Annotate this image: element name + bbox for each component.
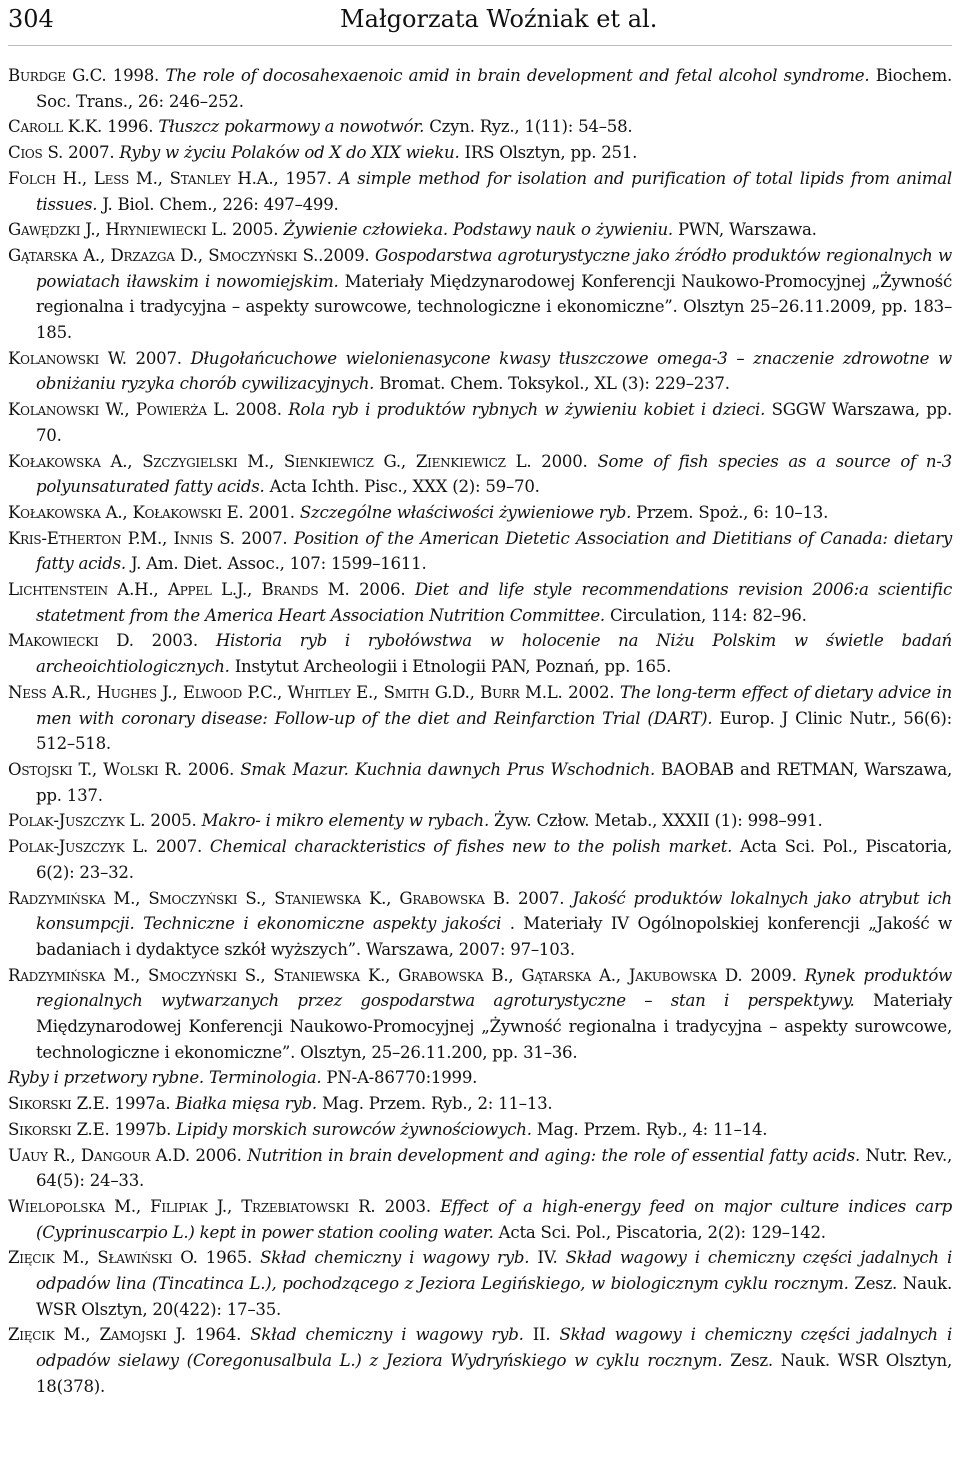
running-title: Małgorzata Woźniak et al. [340,5,658,33]
reference-source: 2000. [531,451,598,471]
reference-source: Nutr. Rev., 64(5): 24–33. [36,1145,952,1191]
reference-title: Skład chemiczny i wagowy ryb. [250,1325,524,1345]
reference-source: 1965. [197,1248,261,1268]
reference-source: IRS Olsztyn, pp. 251. [459,143,638,163]
reference-source: J. Biol. Chem., 226: 497–499. [97,194,339,214]
reference-title: Some of fish species as a source of n-3 polyunsaturated fatty acids. [36,451,952,497]
reference-entry [8,63,952,114]
reference-entry [8,680,952,757]
reference-title: Rola ryb i produktów rybnych w żywieniu kobiet i dzieci. [288,400,766,420]
reference-source: Żyw. Człow. Metab., XXXII (1): 998–991. [489,811,823,831]
reference-source: 2005. [227,220,284,240]
reference-source: SGGW Warszawa, pp. 70. [36,400,952,445]
reference-title: Jakość produktów lokalnych jako atrybut ich konsumpcji. Techniczne i ekonomiczne aspekty jakości [36,888,952,934]
reference-source: Instytut Archeologii i Etnologii PAN, Poznań, pp. 165. [229,657,672,677]
reference-title: Gospodarstwa agroturystyczne jako źródło produktów regionalnych w powiatach iławskim i nowomiejskim. [36,245,952,291]
reference-source: Materiały Międzynarodowej Konferencji Naukowo-Promocyjnej „Żywność regionalna i tradycyjna – aspekty surowcowe, technologiczne i ekonomiczne”. Olsztyn 25–26.11.2009, pp. 183–185. [36,271,952,343]
reference-authors: Burdge G.C. [8,66,107,85]
reference-authors: Ness A.R., Hughes J., Elwood P.C., Whitley E., Smith G.D., Burr M.L. [8,682,563,702]
document-page [8,0,952,1400]
reference-entry [8,166,952,217]
reference-entry [8,757,952,808]
page-number: 304 [8,5,54,33]
reference-authors: Gawędzki J., Hryniewiecki L. [8,220,228,240]
reference-source: 2001. [243,502,300,522]
reference-authors: Zięcik M., Sławiński O. [8,1248,198,1268]
reference-source: 2006. [181,759,241,779]
reference-authors: Polak-Juszczyk L. [8,837,149,857]
reference-title: Effect of a high-energy feed on major culture indices carp (Cyprinuscarpio L.) kept in power station cooling water. [36,1196,952,1242]
reference-entry [8,1117,952,1143]
reference-entry [8,1091,952,1117]
reference-source: 2007. [509,888,573,908]
reference-entry [8,1322,952,1399]
reference-entry [8,1143,952,1194]
reference-authors: Gątarska A., Drzazga D., Smoczyński S. [8,245,319,265]
reference-title: Tłuszcz pokarmowy a nowotwór. [158,117,425,137]
reference-authors: Kolanowski W., Powierża L. [8,400,230,420]
reference-authors: Wielopolska M., Filipiak J., Trzebiatowski R. [8,1196,376,1216]
page-header [8,0,952,46]
reference-source: 1964. [185,1325,251,1345]
reference-source: 2007. [234,528,294,548]
reference-authors: Polak-Juszczyk L. [8,811,146,831]
reference-entry [8,1194,952,1245]
reference-source: Mag. Przem. Ryb., 4: 11–14. [531,1119,768,1139]
reference-authors: Radzymińska M., Smoczyński S., Staniewska K., Grabowska B., Gątarska A., Jakubowska D. [8,965,743,985]
reference-entry [8,397,952,448]
reference-source: 2006. [189,1145,248,1165]
reference-authors: Radzymińska M., Smoczyński S., Staniewska K., Grabowska B. [8,888,510,908]
reference-source: 2007. [126,348,191,368]
reference-title: Chemical charackteristics of fishes new to the polish market. [209,837,733,857]
reference-entry [8,1245,952,1322]
reference-source: 2003. [375,1196,441,1216]
reference-title: The long-term effect of dietary advice in men with coronary disease: Follow-up of the diet and Reinfarction Trial (DART). [36,682,952,728]
reference-source: 1997a. [109,1094,176,1114]
reference-authors: Caroll K.K. [8,117,103,137]
reference-authors: Sikorski Z.E. [8,1119,110,1139]
reference-entry [8,114,952,140]
reference-source: 2003. [133,631,216,651]
reference-title: A simple method for isolation and purification of total lipids from animal tissues. [36,168,952,214]
reference-source: . Materiały IV Ogólnopolskiej konferencji „Jakość w badaniach i dydaktyce szkół wyższych”. Warszawa, 2007: 97–103. [36,914,952,959]
reference-title: Ryby i przetwory rybne. Terminologia. [8,1068,322,1088]
reference-authors: Makowiecki D. [8,631,134,651]
reference-title: Position of the American Dietetic Association and Dietitians of Canada: dietary fatty acids. [36,528,953,574]
reference-source: PN-A-86770:1999. [321,1068,478,1088]
reference-entry [8,577,952,628]
reference-title: Lipidy morskich surowców żywnościowych. [176,1119,532,1139]
reference-list [8,63,952,1400]
reference-source: Europ. J Clinic Nutr., 56(6): 512–518. [36,708,952,754]
reference-source: Zesz. Nauk. WSR Olsztyn, 18(378). [36,1351,952,1396]
reference-authors: Zięcik M., Zamojski J. [8,1325,186,1345]
reference-source: J. Am. Diet. Assoc., 107: 1599–1611. [125,554,427,574]
reference-title: Żywienie człowieka. Podstawy nauk o żywieniu. [283,220,673,240]
reference-source: Przem. Spoż., 6: 10–13. [631,502,829,522]
reference-title: Białka mięsa ryb. [175,1094,317,1114]
reference-title: Długołańcuchowe wielonienasycone kwasy tłuszczowe omega-3 – znaczenie zdrowotne w obniżaniu ryzyka chorób cywilizacyjnych. [36,348,953,394]
reference-source: Biochem. Soc. Trans., 26: 246–252. [36,66,953,111]
reference-source: II. [523,1325,560,1345]
reference-title: Nutrition in brain development and aging: the role of essential fatty acids. [247,1145,861,1165]
reference-authors: Kolanowski W. [8,348,127,368]
reference-title: Szczególne właściwości żywieniowe ryb. [299,502,632,522]
reference-source: Acta Sci. Pol., Piscatoria, 2(2): 129–142. [493,1222,826,1242]
reference-title: Smak Mazur. Kuchnia dawnych Prus Wschodnich. [240,759,656,779]
reference-authors: Uauy R., Dangour A.D. [8,1145,190,1165]
reference-entry [8,526,952,577]
reference-title: Skład wagowy i chemiczny części jadalnych i odpadów sielawy (Coregonusalbula L.) z Jeziora Wydryńskiego w cyklu rocznym. [36,1325,953,1371]
reference-entry [8,243,952,346]
reference-source: BAOBAB and RETMAN, Warszawa, pp. 137. [36,759,953,805]
reference-title: Makro- i mikro elementy w rybach. [201,811,490,831]
reference-authors: Ostojski T., Wolski R. [8,759,182,779]
reference-source: 2005. [145,811,202,831]
reference-source: Acta Ichth. Pisc., XXX (2): 59–70. [264,477,540,497]
reference-title: Historia ryb i rybołówstwa w holocenie na Niżu Polskim w świetle badań archeoichtiologicznych. [36,631,952,677]
reference-source: 2009. [742,965,805,985]
reference-entry [8,886,952,963]
reference-source: 1997b. [109,1119,177,1139]
reference-source: Bromat. Chem. Toksykol., XL (3): 229–237. [374,374,730,394]
reference-source: PWN, Warszawa. [672,220,817,240]
reference-source: Zesz. Nauk. WSR Olsztyn, 20(422): 17–35. [36,1274,952,1319]
reference-source: Circulation, 114: 82–96. [604,605,807,625]
reference-entry [8,1065,952,1091]
reference-authors: Lichtenstein A.H., Appel L.J., Brands M. [8,580,350,600]
reference-source: 2007. [148,837,210,857]
reference-source: Materiały Międzynarodowej Konferencji Naukowo-Promocyjnej „Żywność regionalna i tradycyjna – aspekty surowcowe, technologiczne i ekonomiczne”. Olsztyn, 25–26.11.200, pp. 31–36. [36,991,952,1062]
reference-source: Czyn. Ryz., 1(11): 54–58. [424,117,633,137]
reference-title: Skład wagowy i chemiczny części jadalnych i odpadów lina (Tincatinca L.), pochodzącego z Jeziora Legińskiego, w biologicznym cyklu rocznym. [36,1248,952,1294]
reference-source: 2007. [63,143,120,163]
reference-authors: Sikorski Z.E. [8,1094,110,1114]
reference-source: IV. [529,1248,566,1268]
reference-source: Mag. Przem. Ryb., 2: 11–13. [316,1094,553,1114]
reference-title: Ryby w życiu Polaków od X do XIX wieku. [119,143,460,163]
reference-entry [8,808,952,834]
reference-source: 2002. [562,682,620,702]
reference-entry [8,834,952,885]
reference-source: 2006. [349,580,415,600]
reference-title: Skład chemiczny i wagowy ryb. [260,1248,530,1268]
reference-authors: Cios S. [8,143,64,163]
reference-source: , 1957. [273,168,339,188]
reference-source: 1998. [106,66,166,85]
reference-entry [8,217,952,243]
reference-title: Rynek produktów regionalnych wytwarzanych przez gospodarstwa agroturystyczne – stan i perspektywy. [36,965,953,1011]
reference-source: 2008. [229,400,289,420]
reference-entry [8,449,952,500]
reference-title: The role of docosahexaenoic amid in brain development and fetal alcohol syndrome. [165,66,870,85]
reference-source: .2009. [318,245,375,265]
reference-entry [8,963,952,1066]
reference-entry [8,628,952,679]
reference-title: Diet and life style recommendations revision 2006:a scientific statetment from the America Heart Association Nutrition Committee. [36,580,952,625]
reference-source: Acta Sci. Pol., Piscatoria, 6(2): 23–32. [36,837,952,882]
reference-authors: Kołakowska A., Szczygielski M., Sienkiewicz G., Zienkiewicz L. [8,451,532,471]
reference-authors: Folch H., Less M., Stanley H.A. [8,168,274,188]
reference-entry [8,140,952,166]
reference-authors: Kołakowska A., Kołakowski E. [8,502,244,522]
reference-authors: Kris-Etherton P.M., Innis S. [8,528,235,548]
reference-entry [8,500,952,526]
reference-entry [8,346,952,397]
reference-source: 1996. [102,117,159,137]
